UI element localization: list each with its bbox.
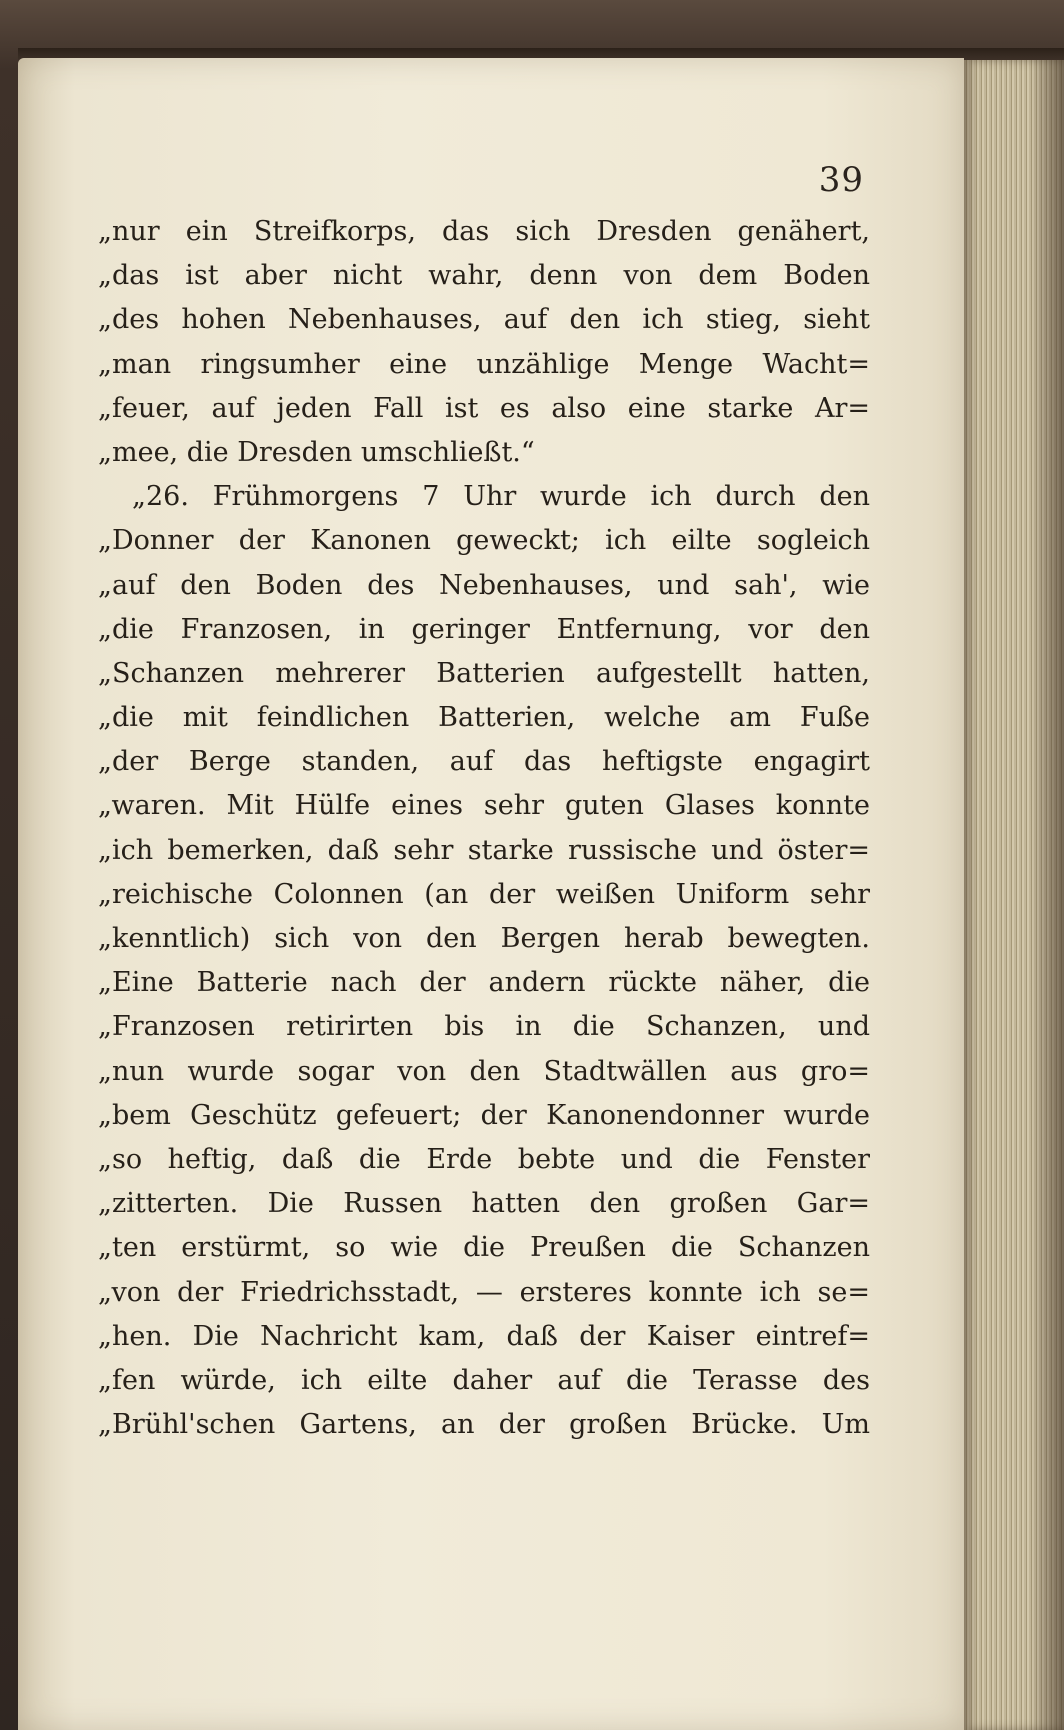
text-line: „Brühl'schen Gartens, an der großen Brücke. Um (98, 1409, 870, 1441)
text-line: „des hohen Nebenhauses, auf den ich stieg, sieht (98, 304, 870, 336)
text-line: „die Franzosen, in geringer Entfernung, vor den (98, 613, 870, 645)
text-line: „zitterten. Die Russen hatten den großen Gar= (98, 1188, 870, 1220)
text-line: „so heftig, daß die Erde bebte und die Fenster (98, 1143, 870, 1175)
text-line: „von der Friedrichsstadt, — ersteres konnte ich se= (98, 1276, 870, 1308)
page-fore-edge-shade (1030, 60, 1064, 1730)
text-line: „nun wurde sogar von den Stadtwällen aus gro= (98, 1055, 870, 1087)
text-line: „bem Geschütz gefeuert; der Kanonendonner wurde (98, 1099, 870, 1131)
text-line: „auf den Boden des Nebenhauses, und sah', wie (98, 569, 870, 601)
text-line: „hen. Die Nachricht kam, daß der Kaiser eintref= (98, 1320, 870, 1352)
text-line: „Eine Batterie nach der andern rückte näher, die (98, 967, 870, 999)
text-line: „fen würde, ich eilte daher auf die Terasse des (98, 1364, 870, 1396)
text-line: „Schanzen mehrerer Batterien aufgestellt hatten, (98, 657, 870, 689)
text-line: „feuer, auf jeden Fall ist es also eine starke Ar= (98, 392, 870, 424)
text-line: „Donner der Kanonen geweckt; ich eilte sogleich (98, 525, 870, 557)
text-line: „nur ein Streifkorps, das sich Dresden genähert, (98, 216, 870, 247)
text-line: „das ist aber nicht wahr, denn von dem Boden (98, 260, 870, 292)
text-line: „26. Frühmorgens 7 Uhr wurde ich durch den (132, 481, 870, 513)
text-line: „waren. Mit Hülfe eines sehr guten Glases konnte (98, 790, 870, 822)
text-line: „Franzosen retirirten bis in die Schanzen, und (98, 1011, 870, 1043)
text-line: „ich bemerken, daß sehr starke russische und öster= (98, 834, 870, 866)
body-text (98, 210, 870, 1447)
text-line: „der Berge standen, auf das heftigste engagirt (98, 746, 870, 778)
text-line: „man ringsumher eine unzählige Menge Wacht= (98, 348, 870, 380)
text-line: „ten erstürmt, so wie die Preußen die Schanzen (98, 1232, 870, 1264)
text-line: „die mit feindlichen Batterien, welche am Fuße (98, 702, 870, 734)
text-line: „mee, die Dresden umschließt.“ (98, 436, 535, 468)
page-number: 39 (818, 160, 864, 200)
text-line: „kenntlich) sich von den Bergen herab bewegten. (98, 923, 870, 954)
text-line: „reichische Colonnen (an der weißen Uniform sehr (98, 878, 870, 910)
